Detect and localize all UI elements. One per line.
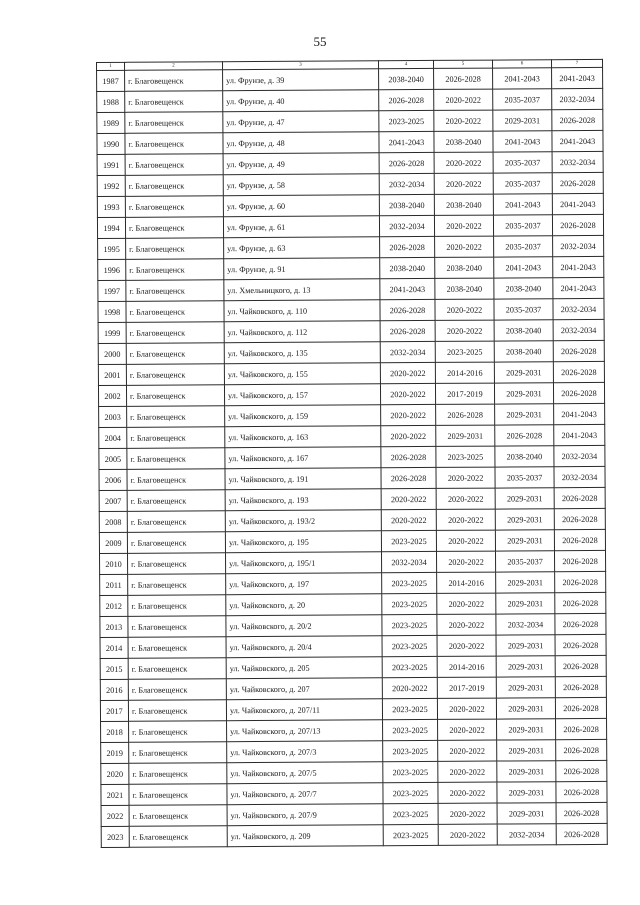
address-cell: ул. Чайковского, д. 205	[226, 657, 382, 679]
period-col-5-cell: 2020-2022	[435, 299, 494, 320]
period-col-4-cell: 2023-2025	[382, 635, 437, 656]
period-col-6-cell: 2041-2043	[493, 131, 552, 152]
row-number-cell: 1992	[97, 175, 125, 196]
period-col-5-cell: 2014-2016	[437, 656, 496, 677]
city-name-cell: г. Благовещенск	[127, 532, 225, 554]
city-name-cell: г. Благовещенск	[129, 805, 227, 827]
period-col-6-cell: 2029-2031	[495, 530, 554, 551]
row-number-cell: 2018	[101, 721, 129, 742]
address-cell: ул. Фрунзе, д. 39	[223, 69, 379, 91]
address-cell: ул. Чайковского, д. 163	[225, 426, 381, 448]
period-col-5-cell: 2026-2028	[436, 404, 495, 425]
row-number-cell: 2004	[99, 427, 127, 448]
period-col-4-cell: 2041-2043	[379, 131, 434, 152]
period-col-5-cell: 2020-2022	[434, 152, 493, 173]
period-col-4-cell: 2032-2034	[380, 341, 435, 362]
period-col-6-cell: 2029-2031	[496, 572, 555, 593]
period-col-6-cell: 2038-2040	[494, 320, 553, 341]
row-number-cell: 2017	[100, 700, 128, 721]
row-number-cell: 2010	[100, 553, 128, 574]
address-cell: ул. Фрунзе, д. 48	[223, 132, 379, 154]
city-name-cell: г. Благовещенск	[125, 133, 223, 155]
period-col-6-cell: 2035-2037	[495, 551, 554, 572]
row-number-cell: 1993	[97, 196, 125, 217]
period-col-7-cell: 2041-2043	[554, 424, 605, 445]
repair-schedule-table	[96, 59, 608, 848]
row-number-cell: 2007	[99, 490, 127, 511]
period-col-6-cell: 2041-2043	[494, 257, 553, 278]
city-name-cell: г. Благовещенск	[129, 784, 227, 806]
period-col-7-cell: 2026-2028	[555, 676, 606, 697]
period-col-7-cell: 2026-2028	[556, 802, 607, 823]
period-col-7-cell: 2026-2028	[555, 592, 606, 613]
period-col-4-cell: 2020-2022	[380, 383, 435, 404]
period-col-6-cell: 2035-2037	[494, 299, 553, 320]
period-col-5-cell: 2020-2022	[437, 614, 496, 635]
period-col-5-cell: 2020-2022	[438, 740, 497, 761]
row-number-cell: 1995	[98, 238, 126, 259]
period-col-6-cell: 2032-2034	[496, 614, 555, 635]
period-col-5-cell: 2020-2022	[438, 782, 497, 803]
address-cell: ул. Чайковского, д. 193	[225, 489, 381, 511]
period-col-7-cell: 2026-2028	[552, 214, 603, 235]
period-col-4-cell: 2020-2022	[381, 425, 436, 446]
address-cell: ул. Чайковского, д. 207/5	[227, 762, 383, 784]
period-col-5-cell: 2020-2022	[434, 173, 493, 194]
city-name-cell: г. Благовещенск	[128, 700, 226, 722]
column-number: 3	[223, 61, 379, 70]
period-col-7-cell: 2032-2034	[553, 319, 604, 340]
address-cell: ул. Чайковского, д. 159	[225, 405, 381, 427]
period-col-5-cell: 2020-2022	[436, 509, 495, 530]
row-number-cell: 1994	[97, 217, 125, 238]
period-col-5-cell: 2026-2028	[434, 68, 493, 89]
city-name-cell: г. Благовещенск	[125, 70, 223, 92]
address-cell: ул. Чайковского, д. 207	[226, 678, 382, 700]
period-col-5-cell: 2023-2025	[436, 446, 495, 467]
period-col-4-cell: 2020-2022	[380, 362, 435, 383]
row-number-cell: 2003	[99, 406, 127, 427]
period-col-6-cell: 2029-2031	[497, 740, 556, 761]
period-col-6-cell: 2029-2031	[494, 383, 553, 404]
period-col-4-cell: 2026-2028	[379, 152, 434, 173]
city-name-cell: г. Благовещенск	[127, 448, 225, 470]
column-number: 1	[97, 62, 125, 70]
period-col-6-cell: 2029-2031	[493, 110, 552, 131]
address-cell: ул. Чайковского, д. 191	[225, 468, 381, 490]
period-col-6-cell: 2032-2034	[497, 824, 556, 845]
period-col-6-cell: 2029-2031	[496, 635, 555, 656]
period-col-4-cell: 2032-2034	[379, 173, 434, 194]
address-cell: ул. Чайковского, д. 207/3	[227, 741, 383, 763]
row-number-cell: 2001	[98, 364, 126, 385]
city-name-cell: г. Благовещенск	[126, 343, 224, 365]
address-cell: ул. Фрунзе, д. 60	[223, 195, 379, 217]
row-number-cell: 1987	[97, 70, 125, 91]
period-col-7-cell: 2026-2028	[556, 823, 607, 844]
period-col-5-cell: 2020-2022	[438, 719, 497, 740]
period-col-7-cell: 2026-2028	[556, 760, 607, 781]
period-col-4-cell: 2038-2040	[379, 194, 434, 215]
period-col-4-cell: 2023-2025	[381, 530, 436, 551]
address-cell: ул. Чайковского, д. 195	[225, 531, 381, 553]
period-col-6-cell: 2029-2031	[495, 488, 554, 509]
row-number-cell: 1988	[97, 91, 125, 112]
period-col-5-cell: 2020-2022	[438, 803, 497, 824]
city-name-cell: г. Благовещенск	[126, 322, 224, 344]
city-name-cell: г. Благовещенск	[125, 217, 223, 239]
period-col-7-cell: 2026-2028	[554, 487, 605, 508]
address-cell: ул. Фрунзе, д. 47	[223, 111, 379, 133]
address-cell: ул. Чайковского, д. 20	[226, 594, 382, 616]
period-col-4-cell: 2020-2022	[381, 404, 436, 425]
row-number-cell: 2009	[99, 532, 127, 553]
row-number-cell: 2011	[100, 574, 128, 595]
address-cell: ул. Чайковского, д. 209	[227, 825, 383, 847]
city-name-cell: г. Благовещенск	[129, 826, 227, 848]
period-col-6-cell: 2038-2040	[494, 278, 553, 299]
period-col-7-cell: 2026-2028	[552, 109, 603, 130]
period-col-5-cell: 2014-2016	[435, 362, 494, 383]
row-number-cell: 2002	[98, 385, 126, 406]
period-col-5-cell: 2014-2016	[437, 572, 496, 593]
city-name-cell: г. Благовещенск	[128, 658, 226, 680]
city-name-cell: г. Благовещенск	[126, 280, 224, 302]
city-name-cell: г. Благовещенск	[128, 595, 226, 617]
table-row	[101, 823, 607, 847]
city-name-cell: г. Благовещенск	[125, 112, 223, 134]
city-name-cell: г. Благовещенск	[128, 616, 226, 638]
city-name-cell: г. Благовещенск	[126, 238, 224, 260]
period-col-7-cell: 2026-2028	[554, 529, 605, 550]
period-col-5-cell: 2020-2022	[436, 467, 495, 488]
row-number-cell: 2015	[100, 658, 128, 679]
period-col-5-cell: 2020-2022	[438, 761, 497, 782]
column-number: 2	[125, 62, 223, 71]
period-col-4-cell: 2032-2034	[379, 215, 434, 236]
period-col-7-cell: 2032-2034	[554, 445, 605, 466]
period-col-6-cell: 2035-2037	[494, 236, 553, 257]
city-name-cell: г. Благовещенск	[127, 490, 225, 512]
address-cell: ул. Чайковского, д. 135	[224, 342, 380, 364]
period-col-7-cell: 2032-2034	[553, 298, 604, 319]
period-col-7-cell: 2026-2028	[555, 613, 606, 634]
period-col-6-cell: 2035-2037	[495, 467, 554, 488]
row-number-cell: 1990	[97, 133, 125, 154]
address-cell: ул. Чайковского, д. 110	[224, 300, 380, 322]
period-col-6-cell: 2029-2031	[494, 362, 553, 383]
period-col-5-cell: 2020-2022	[434, 89, 493, 110]
period-col-6-cell: 2035-2037	[493, 89, 552, 110]
period-col-5-cell: 2017-2019	[435, 383, 494, 404]
city-name-cell: г. Благовещенск	[128, 679, 226, 701]
address-cell: ул. Фрунзе, д. 61	[223, 216, 379, 238]
period-col-5-cell: 2020-2022	[436, 551, 495, 572]
period-col-6-cell: 2029-2031	[495, 509, 554, 530]
period-col-7-cell: 2041-2043	[552, 67, 603, 88]
row-number-cell: 2012	[100, 595, 128, 616]
period-col-4-cell: 2032-2034	[381, 551, 436, 572]
period-col-4-cell: 2038-2040	[379, 68, 434, 89]
period-col-7-cell: 2041-2043	[552, 193, 603, 214]
row-number-cell: 2022	[101, 805, 129, 826]
row-number-cell: 2000	[98, 343, 126, 364]
address-cell: ул. Чайковского, д. 155	[224, 363, 380, 385]
period-col-7-cell: 2026-2028	[552, 172, 603, 193]
row-number-cell: 1996	[98, 259, 126, 280]
address-cell: ул. Фрунзе, д. 40	[223, 90, 379, 112]
period-col-6-cell: 2029-2031	[496, 698, 555, 719]
period-col-4-cell: 2026-2028	[380, 236, 435, 257]
row-number-cell: 1989	[97, 112, 125, 133]
city-name-cell: г. Благовещенск	[129, 742, 227, 764]
period-col-4-cell: 2020-2022	[382, 677, 437, 698]
period-col-4-cell: 2026-2028	[381, 467, 436, 488]
period-col-5-cell: 2020-2022	[434, 215, 493, 236]
period-col-4-cell: 2026-2028	[380, 299, 435, 320]
row-number-cell: 1991	[97, 154, 125, 175]
period-col-6-cell: 2029-2031	[496, 656, 555, 677]
address-cell: ул. Чайковского, д. 20/4	[226, 636, 382, 658]
row-number-cell: 2020	[101, 763, 129, 784]
period-col-6-cell: 2038-2040	[494, 341, 553, 362]
address-cell: ул. Чайковского, д. 112	[224, 321, 380, 343]
period-col-7-cell: 2026-2028	[555, 634, 606, 655]
period-col-4-cell: 2023-2025	[382, 698, 437, 719]
period-col-5-cell: 2017-2019	[437, 677, 496, 698]
address-cell: ул. Чайковского, д. 167	[225, 447, 381, 469]
address-cell: ул. Чайковского, д. 157	[224, 384, 380, 406]
period-col-7-cell: 2026-2028	[555, 655, 606, 676]
city-name-cell: г. Благовещенск	[128, 574, 226, 596]
period-col-4-cell: 2023-2025	[383, 761, 438, 782]
address-cell: ул. Чайковского, д. 207/7	[227, 783, 383, 805]
city-name-cell: г. Благовещенск	[127, 427, 225, 449]
period-col-7-cell: 2041-2043	[554, 403, 605, 424]
period-col-7-cell: 2026-2028	[553, 382, 604, 403]
period-col-6-cell: 2029-2031	[496, 677, 555, 698]
period-col-4-cell: 2026-2028	[379, 89, 434, 110]
period-col-5-cell: 2020-2022	[437, 698, 496, 719]
row-number-cell: 1999	[98, 322, 126, 343]
period-col-6-cell: 2035-2037	[493, 215, 552, 236]
period-col-7-cell: 2032-2034	[552, 88, 603, 109]
period-col-4-cell: 2041-2043	[380, 278, 435, 299]
period-col-7-cell: 2026-2028	[553, 361, 604, 382]
row-number-cell: 2013	[100, 616, 128, 637]
address-cell: ул. Фрунзе, д. 49	[223, 153, 379, 175]
period-col-4-cell: 2023-2025	[382, 593, 437, 614]
period-col-6-cell: 2029-2031	[497, 803, 556, 824]
period-col-6-cell: 2026-2028	[495, 425, 554, 446]
period-col-7-cell: 2032-2034	[554, 466, 605, 487]
period-col-4-cell: 2023-2025	[382, 614, 437, 635]
city-name-cell: г. Благовещенск	[127, 511, 225, 533]
period-col-5-cell: 2020-2022	[435, 236, 494, 257]
period-col-4-cell: 2026-2028	[380, 320, 435, 341]
period-col-7-cell: 2041-2043	[553, 256, 604, 277]
row-number-cell: 2008	[99, 511, 127, 532]
period-col-7-cell: 2026-2028	[556, 718, 607, 739]
table-body	[97, 67, 608, 847]
period-col-4-cell: 2020-2022	[381, 509, 436, 530]
period-col-7-cell: 2026-2028	[555, 571, 606, 592]
period-col-5-cell: 2020-2022	[438, 824, 497, 845]
period-col-6-cell: 2041-2043	[493, 194, 552, 215]
period-col-4-cell: 2026-2028	[381, 446, 436, 467]
address-cell: ул. Фрунзе, д. 91	[224, 258, 380, 280]
row-number-cell: 2021	[101, 784, 129, 805]
period-col-4-cell: 2023-2025	[383, 740, 438, 761]
period-col-4-cell: 2023-2025	[379, 110, 434, 131]
row-number-cell: 2005	[99, 448, 127, 469]
address-cell: ул. Чайковского, д. 207/11	[226, 699, 382, 721]
period-col-6-cell: 2029-2031	[495, 404, 554, 425]
row-number-cell: 2016	[100, 679, 128, 700]
city-name-cell: г. Благовещенск	[125, 175, 223, 197]
address-cell: ул. Чайковского, д. 197	[226, 573, 382, 595]
period-col-5-cell: 2038-2040	[435, 257, 494, 278]
period-col-7-cell: 2032-2034	[553, 235, 604, 256]
row-number-cell: 2019	[101, 742, 129, 763]
period-col-4-cell: 2023-2025	[383, 782, 438, 803]
period-col-7-cell: 2026-2028	[556, 781, 607, 802]
city-name-cell: г. Благовещенск	[128, 637, 226, 659]
address-cell: ул. Чайковского, д. 193/2	[225, 510, 381, 532]
address-cell: ул. Чайковского, д. 207/13	[227, 720, 383, 742]
period-col-7-cell: 2041-2043	[552, 130, 603, 151]
city-name-cell: г. Благовещенск	[126, 364, 224, 386]
city-name-cell: г. Благовещенск	[126, 259, 224, 281]
period-col-5-cell: 2038-2040	[435, 278, 494, 299]
city-name-cell: г. Благовещенск	[126, 385, 224, 407]
address-cell: ул. Фрунзе, д. 63	[224, 237, 380, 259]
city-name-cell: г. Благовещенск	[127, 406, 225, 428]
period-col-4-cell: 2020-2022	[381, 488, 436, 509]
period-col-4-cell: 2023-2025	[383, 719, 438, 740]
address-cell: ул. Фрунзе, д. 58	[223, 174, 379, 196]
city-name-cell: г. Благовещенск	[126, 301, 224, 323]
city-name-cell: г. Благовещенск	[128, 553, 226, 575]
city-name-cell: г. Благовещенск	[125, 91, 223, 113]
period-col-5-cell: 2038-2040	[434, 131, 493, 152]
period-col-7-cell: 2041-2043	[553, 277, 604, 298]
period-col-5-cell: 2020-2022	[434, 110, 493, 131]
period-col-6-cell: 2038-2040	[495, 446, 554, 467]
period-col-4-cell: 2023-2025	[383, 824, 438, 845]
period-col-5-cell: 2020-2022	[437, 635, 496, 656]
period-col-5-cell: 2023-2025	[435, 341, 494, 362]
period-col-7-cell: 2032-2034	[552, 151, 603, 172]
row-number-cell: 2023	[101, 826, 129, 847]
row-number-cell: 2014	[100, 637, 128, 658]
period-col-7-cell: 2026-2028	[554, 550, 605, 571]
column-number: 4	[378, 60, 433, 68]
period-col-6-cell: 2029-2031	[497, 782, 556, 803]
column-number: 5	[433, 60, 492, 68]
address-cell: ул. Чайковского, д. 20/2	[226, 615, 382, 637]
city-name-cell: г. Благовещенск	[129, 763, 227, 785]
period-col-6-cell: 2029-2031	[497, 719, 556, 740]
address-cell: ул. Хмельницкого, д. 13	[224, 279, 380, 301]
city-name-cell: г. Благовещенск	[125, 196, 223, 218]
period-col-6-cell: 2035-2037	[493, 152, 552, 173]
period-col-6-cell: 2029-2031	[497, 761, 556, 782]
period-col-5-cell: 2020-2022	[436, 488, 495, 509]
address-cell: ул. Чайковского, д. 195/1	[226, 552, 382, 574]
city-name-cell: г. Благовещенск	[129, 721, 227, 743]
column-number: 7	[551, 59, 602, 67]
period-col-7-cell: 2026-2028	[556, 739, 607, 760]
address-cell: ул. Чайковского, д. 207/9	[227, 804, 383, 826]
page-number: 55	[313, 34, 327, 49]
period-col-7-cell: 2026-2028	[554, 508, 605, 529]
row-number-cell: 1998	[98, 301, 126, 322]
city-name-cell: г. Благовещенск	[127, 469, 225, 491]
period-col-5-cell: 2020-2022	[437, 593, 496, 614]
period-col-4-cell: 2038-2040	[380, 257, 435, 278]
period-col-6-cell: 2029-2031	[496, 593, 555, 614]
period-col-6-cell: 2035-2037	[493, 173, 552, 194]
period-col-5-cell: 2029-2031	[436, 425, 495, 446]
column-number: 6	[492, 60, 551, 68]
row-number-cell: 1997	[98, 280, 126, 301]
period-col-6-cell: 2041-2043	[493, 68, 552, 89]
period-col-7-cell: 2026-2028	[553, 340, 604, 361]
period-col-5-cell: 2020-2022	[435, 320, 494, 341]
period-col-4-cell: 2023-2025	[382, 572, 437, 593]
city-name-cell: г. Благовещенск	[125, 154, 223, 176]
period-col-7-cell: 2026-2028	[555, 697, 606, 718]
row-number-cell: 2006	[99, 469, 127, 490]
period-col-4-cell: 2023-2025	[382, 656, 437, 677]
period-col-5-cell: 2020-2022	[436, 530, 495, 551]
period-col-4-cell: 2023-2025	[383, 803, 438, 824]
period-col-5-cell: 2038-2040	[434, 194, 493, 215]
